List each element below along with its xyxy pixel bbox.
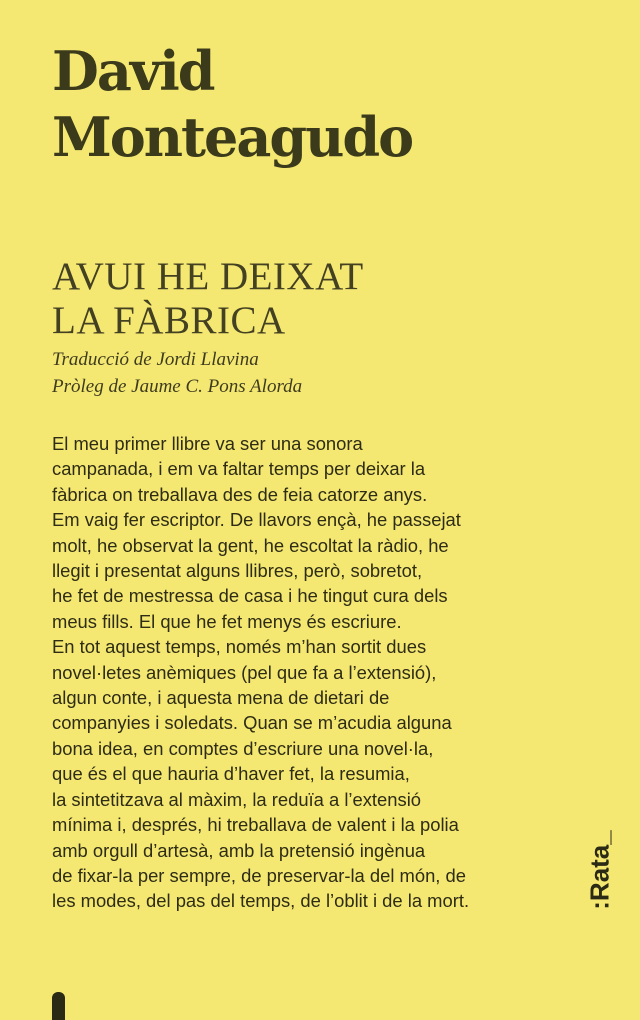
- blurb-line: companyies i soledats. Quan se m’acudia alguna: [52, 712, 452, 734]
- publisher-logo: [580, 815, 620, 925]
- blurb-line: he fet de mestressa de casa i he tingut cura dels: [52, 585, 448, 607]
- author-first-name: David: [52, 39, 214, 103]
- blurb-line: de fixar-la per sempre, de preservar-la del món, de: [52, 864, 466, 886]
- translator-credit: Traducció de Jordi Llavina: [52, 349, 259, 370]
- bookmark-ribbon: [52, 992, 65, 1020]
- blurb-line: meus fills. El que he fet menys és escriure.: [52, 610, 402, 632]
- book-title-line-1: AVUI HE DEIXAT: [52, 255, 364, 298]
- blurb-line: bona idea, en comptes d’escriure una novel·la,: [52, 737, 434, 759]
- blurb-line: campanada, i em va faltar temps per deixar la: [52, 458, 426, 480]
- blurb-line: fàbrica on treballava des de feia catorze anys.: [52, 483, 428, 505]
- author-last-name: Monteagudo: [52, 105, 413, 169]
- blurb-line: Em vaig fer escriptor. De llavors ençà, he passejat: [52, 509, 461, 531]
- blurb-line: En tot aquest temps, només m’han sortit dues: [52, 636, 427, 658]
- blurb-line: algun conte, i aquesta mena de dietari de: [52, 687, 390, 709]
- blurb-line: molt, he observat la gent, he escoltat la ràdio, he: [52, 534, 449, 556]
- book-title: [52, 255, 364, 343]
- blurb-line: mínima i, després, hi treballava de valent i la polia: [52, 814, 459, 836]
- blurb-line: amb orgull d’artesà, amb la pretensió ingènua: [52, 839, 426, 861]
- blurb-line: llegit i presentat alguns llibres, però, sobretot,: [52, 560, 423, 582]
- blurb-line: les modes, del pas del temps, de l’oblit i de la mort.: [52, 890, 470, 912]
- book-title-line-2: LA FÀBRICA: [52, 299, 286, 342]
- blurb-line: que és el que hauria d’haver fet, la resumia,: [52, 763, 410, 785]
- blurb-line: El meu primer llibre va ser una sonora: [52, 433, 363, 454]
- blurb-line: la sintetitzava al màxim, la reduïa a l’extensió: [52, 788, 422, 810]
- blurb-text: [52, 431, 572, 914]
- blurb-line: novel·letes anèmiques (pel que fa a l’extensió),: [52, 661, 437, 683]
- publisher-logo-text: :Rata_: [584, 830, 615, 910]
- credits: [52, 346, 302, 400]
- prologue-credit: Pròleg de Jaume C. Pons Alorda: [52, 376, 303, 397]
- author-name: [52, 38, 412, 170]
